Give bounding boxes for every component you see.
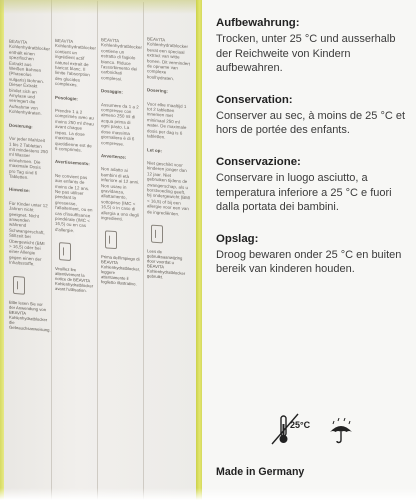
storage-title: Conservation:	[216, 93, 293, 106]
side-dosage-heading: Dosaggio:	[101, 88, 123, 95]
side-notes-heading: Hinweise:	[9, 186, 30, 194]
side-column-nl	[144, 0, 194, 500]
storage-section-nl	[216, 232, 408, 277]
side-dosage-heading: Dosierung:	[9, 122, 33, 129]
side-intro: BEAVITA Kohlenhydratblocker bevat een speciaal extract van witte bonen. Dit vermindert de opname van complexe koolhydraten.	[147, 36, 191, 82]
side-intro: BEAVITA Kohlenhydratblocker contiene un estratto di fagiolo bianco. Riduce l'assorbimento dei carboidrati complessi.	[101, 37, 142, 82]
storage-text: Conservare in luogo asciutto, a temperatura inferiore a 25 °C e fuori dalla portata dei bambini.	[216, 171, 392, 214]
leaflet-icon	[151, 225, 163, 244]
side-dosage-text: Voor elke maaltijd 1 tot 2 tabletten innemen met minimaal 250 ml water. De maximale dosis per dag is 6 tabletten.	[147, 100, 187, 140]
storage-section-de	[216, 16, 408, 76]
side-dosage-text: Vor jeder Mahlzeit 1 bis 2 Tabletten mit mindestens 250 ml Wasser einnehmen. Die maximale Dosis pro Tag sind 6 Tabletten.	[9, 135, 48, 180]
storage-text: Conserver au sec, à moins de 25 °C et hors de portée des enfants.	[216, 109, 406, 137]
leaflet-icon	[13, 276, 25, 295]
side-column-it	[98, 0, 144, 500]
side-notes-heading: Avvertenze:	[101, 152, 127, 160]
side-dosage-heading: Posologie:	[55, 94, 78, 102]
package-top-shadow	[0, 0, 198, 14]
side-intro: BEAVITA Kohlenhydratblocker enthält einen spezifischen Extrakt aus Weißen Bohnen (Phaseolus vulgaris) Bohnen. Dieser Extrakt bindet sich an Amylase und verringert die Aufnahme von Kohlenhydraten.	[9, 38, 50, 117]
side-column-fr	[52, 0, 98, 500]
side-notes-text: Niet geschikt voor kinderen jonger dan 12 jaar. Niet gebruiken tijdens de zwangerschap, als u borstvoeding geeft, bij ondergewicht (BMI < 16,5) of bij een allergie voor een van de ingrediënten.	[147, 160, 191, 217]
storage-symbols	[268, 410, 388, 450]
leaflet-icon	[105, 231, 117, 250]
side-notes-heading: Avertissements:	[55, 159, 90, 167]
storage-text: Trocken, unter 25 °C und ausserhalb der Reichweite von Kindern aufbewahren.	[216, 33, 396, 75]
side-dosage-heading: Dosering:	[147, 87, 168, 94]
side-notes-text: Ne convient pas aux enfants de moins de 12 ans. Ne pas utiliser pendant la grossesse, l'allaitement, ou en cas d'insuffisance pondérale (IMC < 16,5) ou en cas d'allergie.	[55, 172, 93, 233]
storage-section-it	[216, 155, 408, 215]
side-footer-text: Lees de gebruiksaanwijzing door voordat u BEAVITA Kohlenhydratblocker gebruikt.	[147, 248, 186, 280]
package-side-panel	[0, 0, 198, 500]
side-dosage-text: Prendre 1 à 2 comprimés avec au moins 250 ml d'eau avant chaque repas. La dose maximale quotidienne est de 6 comprimés.	[55, 107, 94, 153]
side-footer-text: Veuillez lire attentivement la notice de BEAVITA Kohlenhydratblocker avant l'utilisation.	[55, 266, 94, 294]
side-column-de	[6, 0, 52, 500]
side-notes-text: Non adatto ai bambini di età inferiore ai 12 anni. Non usare in gravidanza, allattamento, sottopeso (IMC < 16,5) o in caso di allergia a uno degli ingredienti.	[101, 166, 140, 222]
side-notes-heading: Let op:	[147, 146, 162, 153]
side-footer-text: Bitte lesen Sie vor der Anwendung von BEAVITA Kohlenhydratblocker die Gebrauchsanweisung.	[9, 299, 51, 333]
storage-title: Opslag:	[216, 232, 259, 245]
side-dosage-text: Assumere da 1 a 2 compresse con almeno 250 ml di acqua prima di ogni pasto. La dose massima giornaliera è di 6 compresse.	[101, 101, 139, 147]
package-bottom-edge	[0, 488, 416, 500]
side-intro: BEAVITA Kohlenhydratblocker contient un ingrédient actif naturel extrait de haricot blanc. Il limite l'absorption des glucides complexes.	[55, 37, 96, 88]
temperature-label: 25°C	[290, 420, 311, 430]
storage-title: Conservazione:	[216, 155, 301, 168]
storage-title: Aufbewahrung:	[216, 17, 300, 29]
leaflet-icon	[59, 242, 71, 261]
side-panel-text-area	[0, 0, 198, 500]
umbrella-rain-icon	[328, 418, 354, 444]
side-notes-text: Für Kinder unter 12 Jahren nicht geeignet. Nicht anwenden während Schwangerschaft, Stillzeit bei Übergewicht (BMI > 16,5) oder bei einer Allergie gegen einen der Inhaltsstoffe.	[9, 200, 48, 267]
side-footer-text: Prima dell'impiego di BEAVITA Kohlenhydratblocker, leggere attentamente il foglietto illustrativo.	[101, 254, 141, 287]
storage-section-fr	[216, 93, 408, 138]
storage-text: Droog bewaren onder 25 °C en buiten bereik van kinderen houden.	[216, 248, 402, 276]
made-in-label: Made in Germany	[216, 466, 305, 478]
